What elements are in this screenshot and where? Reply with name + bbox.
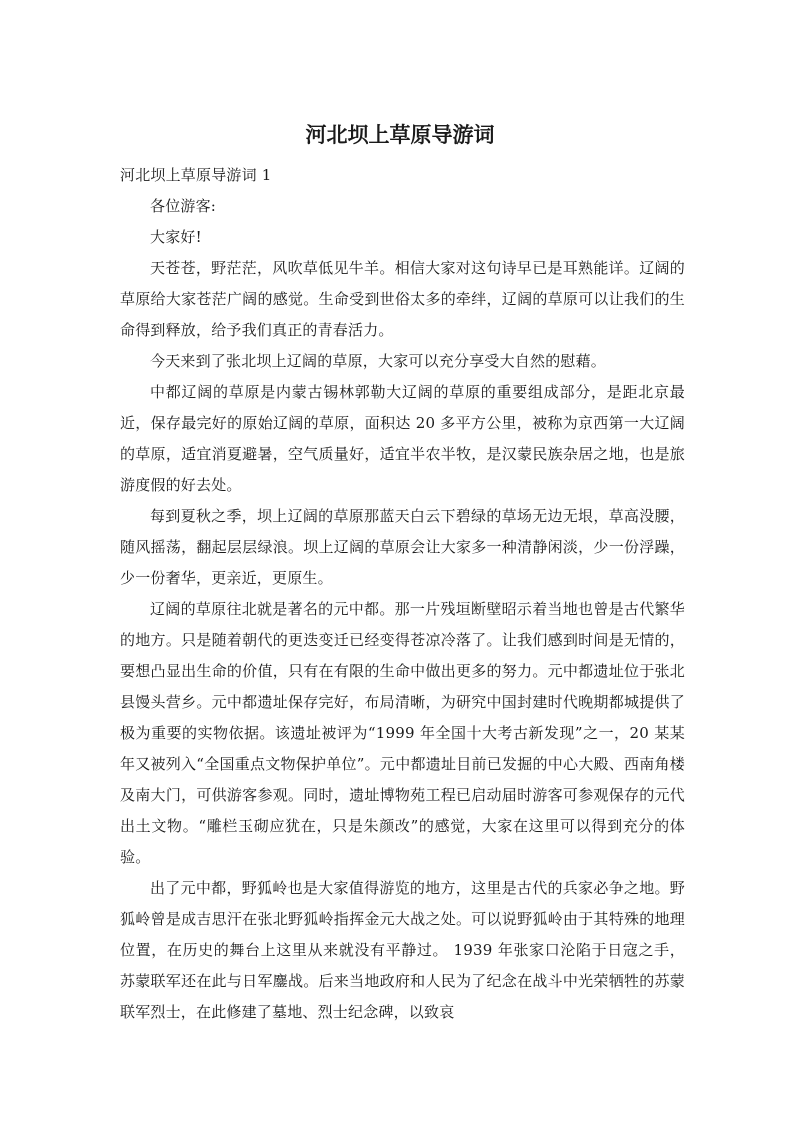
body-paragraph: 今天来到了张北坝上辽阔的草原，大家可以充分享受大自然的慰藉。 (150, 352, 607, 370)
body-paragraph: 中都辽阔的草原是内蒙古锡林郭勒大辽阔的草原的重要组成部分，是距北京最近，保存最完好的原始辽阔的草原，面积达 20 多平方公里，被称为京西第一大辽阔的草原，适宜消夏避暑，空气质量好，适宜半农半牧，是汉蒙民族杂居之地，也是旅游度假的好去处。 (120, 383, 685, 494)
document-title: 河北坝上草原导游词 (305, 123, 495, 147)
body-paragraph: 出了元中都，野狐岭也是大家值得游览的地方，这里是古代的兵家必争之地。野狐岭曾是成吉思汗在张北野狐岭指挥金元大战之处。可以说野狐岭由于其特殊的地理位置，在历史的舞台上这里从来就没有平静过。 1939 年张家口沦陷于日寇之手，苏蒙联军还在此与日军鏖战。后来当地政府和人民为了纪念在战斗中光荣牺牲的苏蒙联军烈士，在此修建了墓地、烈士纪念碑，以致哀 (120, 879, 685, 1021)
document-body (120, 160, 685, 1028)
body-paragraph: 天苍苍，野茫茫，风吹草低见牛羊。相信大家对这句诗早已是耳熟能详。辽阔的草原给大家苍茫广阔的感觉。生命受到世俗太多的牵绊，辽阔的草原可以让我们的生命得到释放，给予我们真正的青春活力。 (120, 259, 685, 339)
greeting-line: 大家好! (150, 228, 202, 246)
body-paragraph: 每到夏秋之季，坝上辽阔的草原那蓝天白云下碧绿的草场无边无垠，草高没腰，随风摇荡，翻起层层绿浪。坝上辽阔的草原会让大家多一种清静闲淡，少一份浮躁，少一份奢华，更亲近，更原生。 (120, 507, 685, 587)
body-paragraph: 辽阔的草原往北就是著名的元中都。那一片残垣断壁昭示着当地也曾是古代繁华的地方。只是随着朝代的更迭变迁已经变得苍凉冷落了。让我们感到时间是无情的，要想凸显出生命的价值，只有在有限的生命中做出更多的努力。元中都遗址位于张北县馒头营乡。元中都遗址保存完好，布局清晰，为研究中国封建时代晚期都城提供了极为重要的实物依据。该遗址被评为“1999 年全国十大考古新发现”之一，20 某某年又被列入“全国重点文物保护单位”。元中都遗址目前已发掘的中心大殿、西南角楼及南大门，可供游客参观。同时，遗址博物苑工程已启动届时游客可参观保存的元代出土文物。“雕栏玉砌应犹在，只是朱颜改”的感觉，大家在这里可以得到充分的体验。 (120, 600, 685, 866)
greeting-line: 各位游客: (150, 197, 217, 215)
section-heading: 河北坝上草原导游词 1 (120, 166, 272, 184)
